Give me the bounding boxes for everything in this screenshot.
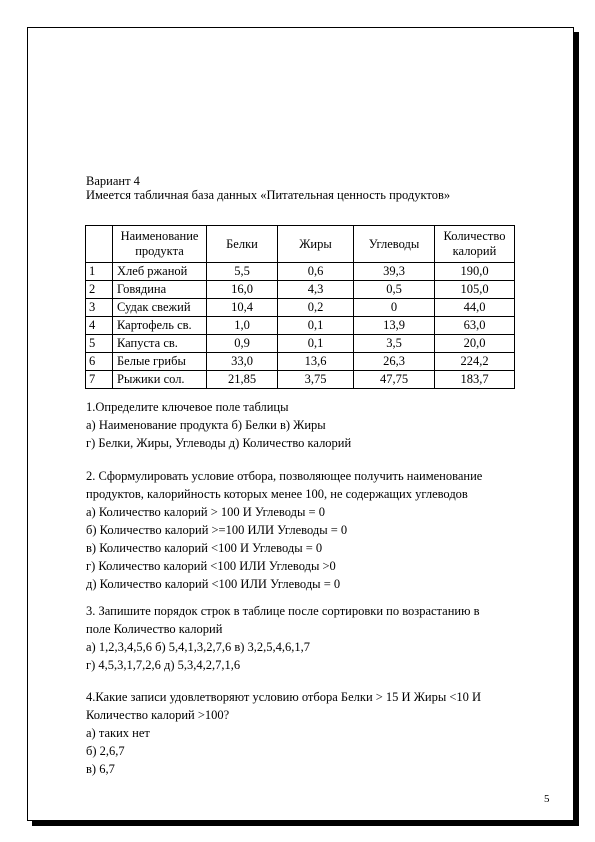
variant-title: Вариант 4 — [86, 174, 140, 188]
table-cell: 20,0 — [435, 335, 515, 353]
table-cell: 0,9 — [207, 335, 278, 353]
table-cell: Рыжики сол. — [113, 371, 207, 389]
question-4-text-line1: 4.Какие записи удовлетворяют условию отбора Белки > 15 И Жиры <10 И — [86, 690, 482, 704]
table-cell: Белые грибы — [113, 353, 207, 371]
question-4-option: в) 6,7 — [86, 762, 115, 776]
table-cell: 10,4 — [207, 299, 278, 317]
table-cell: 6 — [86, 353, 113, 371]
table-cell: 5,5 — [207, 263, 278, 281]
question-1-options-line1: а) Наименование продукта б) Белки в) Жиры — [86, 418, 326, 432]
question-4-text-line2: Количество калорий >100? — [86, 708, 230, 722]
question-1-options-line2: г) Белки, Жиры, Углеводы д) Количество калорий — [86, 436, 352, 450]
question-2-option: в) Количество калорий <100 И Углеводы = 0 — [86, 541, 323, 555]
table-cell: 0,6 — [278, 263, 354, 281]
table-cell: 3,5 — [354, 335, 435, 353]
table-cell: 0,1 — [278, 317, 354, 335]
question-3-text-line1: 3. Запишите порядок строк в таблице после сортировки по возрастанию в — [86, 604, 480, 618]
table-cell: 0 — [354, 299, 435, 317]
table-cell: 183,7 — [435, 371, 515, 389]
intro-text: Имеется табличная база данных «Питательная ценность продуктов» — [86, 188, 451, 202]
table-cell: 44,0 — [435, 299, 515, 317]
table-row — [86, 353, 515, 371]
header-cell: Белки — [207, 226, 278, 263]
table-cell: 0,2 — [278, 299, 354, 317]
table-cell: 39,3 — [354, 263, 435, 281]
question-3-text-line2: поле Количество калорий — [86, 622, 223, 636]
question-3-options-line2: г) 4,5,3,1,7,2,6 д) 5,3,4,2,7,1,6 — [86, 658, 241, 672]
table-cell: Хлеб ржаной — [113, 263, 207, 281]
question-4-option: б) 2,6,7 — [86, 744, 125, 758]
table-cell: 5 — [86, 335, 113, 353]
table-cell: 13,9 — [354, 317, 435, 335]
table-row — [86, 263, 515, 281]
header-cell: Наименование продукта — [113, 226, 207, 263]
table-cell: 0,5 — [354, 281, 435, 299]
table-row — [86, 371, 515, 389]
question-4-option: а) таких нет — [86, 726, 150, 740]
table-cell: Судак свежий — [113, 299, 207, 317]
header-cell: Жиры — [278, 226, 354, 263]
question-3-options-line1: а) 1,2,3,4,5,6 б) 5,4,1,3,2,7,6 в) 3,2,5,4,6,1,7 — [86, 640, 311, 654]
table-cell: 0,1 — [278, 335, 354, 353]
table-cell: 13,6 — [278, 353, 354, 371]
table-row — [86, 335, 515, 353]
table-cell: 190,0 — [435, 263, 515, 281]
question-2-text-line2: продуктов, калорийность которых менее 100, не содержащих углеводов — [86, 487, 468, 501]
table-cell: Говядина — [113, 281, 207, 299]
header-cell: Количество калорий — [435, 226, 515, 263]
question-2-text-line1: 2. Сформулировать условие отбора, позволяющее получить наименование — [86, 469, 483, 483]
table-header-row — [86, 226, 515, 263]
table-cell: 47,75 — [354, 371, 435, 389]
table-cell: Капуста св. — [113, 335, 207, 353]
header-cell — [86, 226, 113, 263]
table-cell: 63,0 — [435, 317, 515, 335]
question-1-text: 1.Определите ключевое поле таблицы — [86, 400, 289, 414]
question-2-option: а) Количество калорий > 100 И Углеводы = 0 — [86, 505, 325, 519]
page-shadow-right — [574, 32, 579, 826]
table-cell: 4 — [86, 317, 113, 335]
table-cell: 1,0 — [207, 317, 278, 335]
table-cell: Картофель св. — [113, 317, 207, 335]
table-row — [86, 317, 515, 335]
table-cell: 33,0 — [207, 353, 278, 371]
table-cell: 2 — [86, 281, 113, 299]
table-cell: 1 — [86, 263, 113, 281]
table-cell: 3,75 — [278, 371, 354, 389]
table-cell: 3 — [86, 299, 113, 317]
table-cell: 105,0 — [435, 281, 515, 299]
table-cell: 26,3 — [354, 353, 435, 371]
header-cell: Углеводы — [354, 226, 435, 263]
table-cell: 4,3 — [278, 281, 354, 299]
table-cell: 16,0 — [207, 281, 278, 299]
table-cell: 21,85 — [207, 371, 278, 389]
question-2-option: б) Количество калорий >=100 ИЛИ Углеводы = 0 — [86, 523, 348, 537]
page-shadow-bottom — [32, 821, 579, 826]
question-2-option: д) Количество калорий <100 ИЛИ Углеводы = 0 — [86, 577, 341, 591]
table-cell: 7 — [86, 371, 113, 389]
table-row — [86, 299, 515, 317]
page-number: 5 — [544, 793, 550, 805]
table-row — [86, 281, 515, 299]
table-cell: 224,2 — [435, 353, 515, 371]
question-2-option: г) Количество калорий <100 ИЛИ Углеводы >0 — [86, 559, 336, 573]
nutrition-table — [85, 225, 515, 389]
